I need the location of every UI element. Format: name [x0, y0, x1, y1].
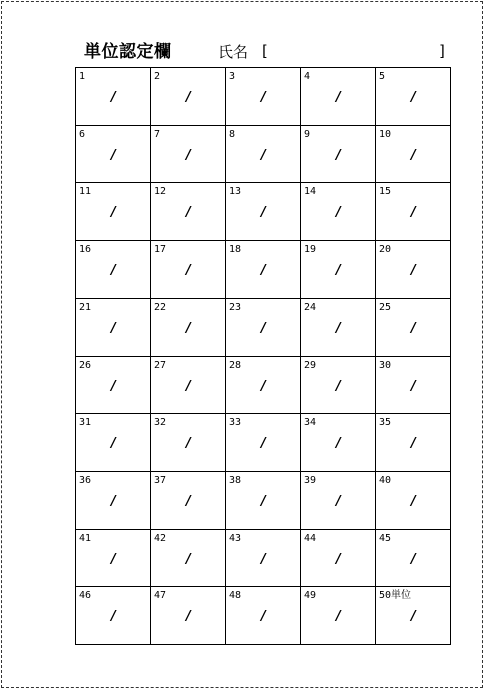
- date-slash: /: [186, 609, 191, 625]
- date-slash: /: [186, 551, 191, 567]
- date-slash: /: [411, 609, 416, 625]
- credit-cell[interactable]: [151, 241, 226, 299]
- cell-number: 26: [79, 359, 92, 371]
- date-slash: /: [261, 436, 266, 452]
- credit-cell[interactable]: [76, 530, 151, 588]
- date-slash: /: [336, 493, 341, 509]
- credit-cell[interactable]: [301, 126, 376, 184]
- date-slash: /: [111, 147, 116, 163]
- credit-cell[interactable]: [226, 530, 301, 588]
- cell-number: 4: [304, 71, 311, 82]
- date-slash: /: [186, 378, 191, 394]
- date-slash: /: [261, 205, 266, 221]
- date-slash: /: [336, 147, 341, 163]
- date-slash: /: [261, 609, 266, 625]
- credit-cell[interactable]: [151, 357, 226, 415]
- credit-cell[interactable]: [226, 126, 301, 184]
- date-slash: /: [111, 493, 116, 509]
- credit-cell[interactable]: [151, 126, 226, 184]
- credit-cell[interactable]: [76, 299, 151, 357]
- cell-number: 25: [379, 301, 392, 313]
- cell-number: 28: [229, 359, 242, 371]
- cell-number: 12: [154, 186, 167, 198]
- cell-number: 10: [379, 128, 392, 140]
- credit-cell[interactable]: [76, 414, 151, 472]
- name-field-bracket-open: [: [262, 42, 268, 60]
- credit-cell[interactable]: [76, 587, 151, 645]
- credit-cell[interactable]: [151, 68, 226, 126]
- date-slash: /: [411, 205, 416, 221]
- date-slash: /: [186, 493, 191, 509]
- cell-number: 44: [304, 532, 317, 544]
- credit-cell[interactable]: [76, 68, 151, 126]
- cell-number: 8: [229, 128, 236, 140]
- date-slash: /: [111, 90, 116, 105]
- credit-cell[interactable]: [151, 530, 226, 588]
- cell-number: 43: [229, 532, 242, 544]
- credit-cell[interactable]: [76, 357, 151, 415]
- credit-cell[interactable]: [226, 183, 301, 241]
- cell-number: 46: [79, 590, 92, 602]
- date-slash: /: [111, 436, 116, 452]
- credit-cell[interactable]: [376, 241, 451, 299]
- name-field-bracket-close: ]: [439, 42, 445, 60]
- credit-cell[interactable]: [151, 183, 226, 241]
- date-slash: /: [186, 90, 191, 105]
- date-slash: /: [261, 493, 266, 509]
- credit-cell[interactable]: [226, 357, 301, 415]
- credit-cell[interactable]: [301, 183, 376, 241]
- credit-cell[interactable]: [301, 299, 376, 357]
- cell-number: 38: [229, 474, 242, 486]
- credit-cell[interactable]: [151, 414, 226, 472]
- cell-number: 17: [154, 244, 167, 256]
- credit-cell[interactable]: [301, 530, 376, 588]
- cell-number: 18: [229, 244, 242, 256]
- cell-number: 40: [379, 474, 392, 486]
- cell-number: 49: [304, 590, 317, 602]
- credit-cell[interactable]: [151, 299, 226, 357]
- credit-cell[interactable]: [76, 241, 151, 299]
- credit-cell[interactable]: [301, 241, 376, 299]
- cell-number: 45: [379, 532, 392, 544]
- credit-cell[interactable]: [151, 472, 226, 530]
- cell-number: 1: [79, 71, 86, 82]
- cell-number: 31: [79, 417, 92, 429]
- credit-cell[interactable]: [76, 472, 151, 530]
- date-slash: /: [261, 378, 266, 394]
- credit-cell[interactable]: [376, 68, 451, 126]
- cell-number: 11: [79, 186, 92, 198]
- date-slash: /: [111, 320, 116, 336]
- credit-cell[interactable]: [301, 357, 376, 415]
- cell-number: 24: [304, 301, 317, 313]
- credit-cell[interactable]: [226, 472, 301, 530]
- credit-cell[interactable]: [376, 126, 451, 184]
- cell-number: 5: [379, 71, 386, 82]
- date-slash: /: [336, 320, 341, 336]
- cell-number: 36: [79, 474, 92, 486]
- cell-number: 13: [229, 186, 242, 198]
- credit-cell[interactable]: [226, 299, 301, 357]
- cell-number: 35: [379, 417, 392, 429]
- date-slash: /: [411, 320, 416, 336]
- cell-number: 2: [154, 71, 161, 82]
- credit-cell[interactable]: [301, 68, 376, 126]
- date-slash: /: [111, 551, 116, 567]
- date-slash: /: [336, 436, 341, 452]
- date-slash: /: [336, 263, 341, 279]
- credit-cell[interactable]: [376, 357, 451, 415]
- cell-number: 42: [154, 532, 167, 544]
- credit-cell[interactable]: [76, 126, 151, 184]
- cell-number: 7: [154, 128, 161, 140]
- cell-number: 41: [79, 532, 92, 544]
- date-slash: /: [186, 320, 191, 336]
- credit-cell[interactable]: [301, 472, 376, 530]
- credit-cell[interactable]: [376, 587, 451, 645]
- form-title: 単位認定欄: [84, 42, 172, 62]
- date-slash: /: [261, 90, 266, 105]
- date-slash: /: [111, 205, 116, 221]
- date-slash: /: [186, 205, 191, 221]
- date-slash: /: [411, 551, 416, 567]
- cell-number: 30: [379, 359, 392, 371]
- date-slash: /: [336, 378, 341, 394]
- date-slash: /: [111, 378, 116, 394]
- date-slash: /: [336, 205, 341, 221]
- credit-cell[interactable]: [376, 183, 451, 241]
- date-slash: /: [111, 609, 116, 625]
- cell-number: 16: [79, 244, 92, 256]
- cell-number: 9: [304, 128, 311, 140]
- date-slash: /: [261, 320, 266, 336]
- cell-number: 15: [379, 186, 392, 198]
- credit-cell[interactable]: [226, 241, 301, 299]
- date-slash: /: [336, 90, 341, 105]
- cell-number: 33: [229, 417, 242, 429]
- credit-cell[interactable]: [376, 472, 451, 530]
- date-slash: /: [411, 147, 416, 163]
- cell-number: 19: [304, 244, 317, 256]
- cell-number: 3: [229, 71, 236, 82]
- date-slash: /: [186, 147, 191, 163]
- credit-cell[interactable]: [376, 299, 451, 357]
- date-slash: /: [261, 263, 266, 279]
- date-slash: /: [261, 551, 266, 567]
- credit-grid: [75, 67, 451, 645]
- credit-cell[interactable]: [301, 587, 376, 645]
- cell-number: 27: [154, 359, 167, 371]
- cell-number: 48: [229, 590, 242, 602]
- date-slash: /: [111, 263, 116, 279]
- credit-cell[interactable]: [301, 414, 376, 472]
- credit-cell[interactable]: [376, 414, 451, 472]
- date-slash: /: [186, 263, 191, 279]
- cell-number: 50単位: [379, 590, 412, 602]
- date-slash: /: [411, 378, 416, 394]
- credit-cell[interactable]: [226, 68, 301, 126]
- cell-number: 23: [229, 301, 242, 313]
- credit-cell[interactable]: [376, 530, 451, 588]
- date-slash: /: [336, 551, 341, 567]
- cell-number: 32: [154, 417, 167, 429]
- cell-number: 39: [304, 474, 317, 486]
- cell-number: 21: [79, 301, 92, 313]
- cell-number: 29: [304, 359, 317, 371]
- credit-cell[interactable]: [151, 587, 226, 645]
- cell-number: 47: [154, 590, 167, 602]
- date-slash: /: [411, 90, 416, 105]
- cell-number: 20: [379, 244, 392, 256]
- date-slash: /: [261, 147, 266, 163]
- date-slash: /: [411, 436, 416, 452]
- cell-number: 34: [304, 417, 317, 429]
- date-slash: /: [411, 263, 416, 279]
- credit-cell[interactable]: [76, 183, 151, 241]
- credit-cell[interactable]: [226, 587, 301, 645]
- cell-number: 14: [304, 186, 317, 198]
- date-slash: /: [186, 436, 191, 452]
- cell-number: 37: [154, 474, 167, 486]
- name-label: 氏名: [218, 43, 249, 61]
- date-slash: /: [336, 609, 341, 625]
- cell-number: 22: [154, 301, 167, 313]
- cell-number: 6: [79, 128, 86, 140]
- date-slash: /: [411, 493, 416, 509]
- credit-cell[interactable]: [226, 414, 301, 472]
